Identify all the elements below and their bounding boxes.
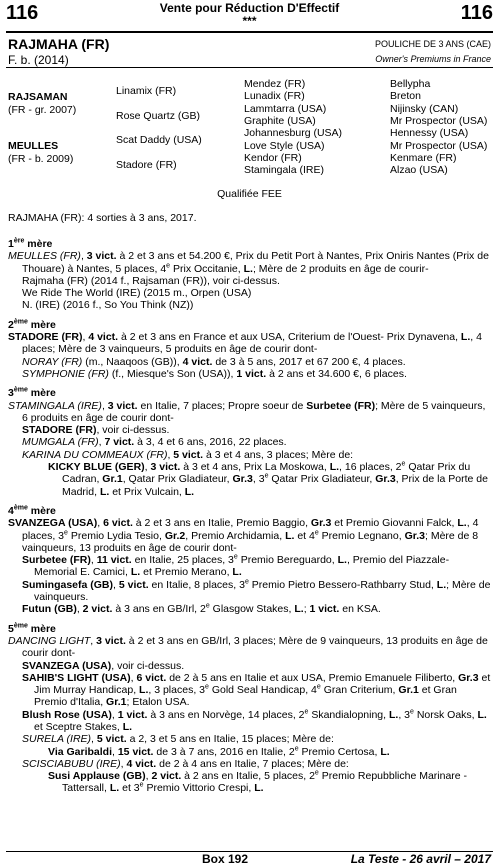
gen4-item: Breton (390, 90, 421, 102)
gen3-item: Johannesburg (USA) (244, 127, 343, 139)
qualification: Qualifiée FEE (217, 188, 282, 200)
paragraph: SURELA (IRE), 5 vict. a 2, 3 et 5 ans en Italie, 15 places; Mère de: (22, 733, 334, 746)
section-heading: 5ème mère (8, 622, 56, 635)
gen4-item: Mr Prospector (USA) (390, 140, 488, 152)
owner-premiums: Owner's Premiums in France (375, 54, 491, 64)
paragraph: MUMGALA (FR), 7 vict. à 3, 4 et 6 ans, 2016, 22 places. (22, 436, 287, 449)
gen3-item: Kendor (FR) (244, 152, 302, 164)
gen3-item: Stamingala (IRE) (244, 164, 324, 176)
paragraph: NORAY (FR) (m., Naaqoos (GB)), 4 vict. de 3 à 5 ans, 2017 et 67 200 €, 4 places. (22, 355, 406, 368)
race-summary: RAJMAHA (FR): 4 sorties à 3 ans, 2017. (8, 212, 197, 224)
horse-type: POULICHE DE 3 ANS (CAE) (374, 39, 491, 49)
gen3-item: Graphite (USA) (244, 115, 316, 127)
family-text (8, 238, 492, 795)
section-heading: 3ème mère (8, 386, 56, 400)
lot-number-right: 116 (460, 2, 493, 24)
gen4-item: Nijinsky (CAN) (390, 103, 459, 115)
paragraph: MEULLES (FR), 3 vict. à 2 et 3 ans et 54.200 €, Prix du Petit Port à Nantes, Prix Oniris Nantes (Prix de Thouare) à Nantes, 5 places, 4e Prix Occitanie, L.; Mère de 2 produits en âge de courir- (8, 250, 489, 275)
paragraph: Futun (GB), 2 vict. à 3 ans en GB/Irl, 2e Glasgow Stakes, L.; 1 vict. en KSA. (22, 602, 381, 616)
paragraph: Sumingasefa (GB), 5 vict. en Italie, 8 places, 3e Premio Pietro Bessero-Rathbarry Stud, L.; Mère de vainqueurs. (22, 578, 491, 604)
gen2-item: Scat Daddy (USA) (116, 134, 202, 146)
paragraph: Blush Rose (USA), 1 vict. à 3 ans en Norvège, 14 places, 2e Skandialopning, L., 3e Norsk Oaks, L. et Sceptre Stakes, L. (22, 708, 487, 733)
paragraph: DANCING LIGHT, 3 vict. à 2 et 3 ans en GB/Irl, 3 places; Mère de 9 vainqueurs, 13 produits en âge de courir dont- (8, 634, 488, 660)
paragraph: Via Garibaldi, 15 vict. de 3 à 7 ans, 2016 en Italie, 2e Premio Certosa, L. (48, 745, 390, 758)
lot-number-left: 116 (6, 2, 39, 24)
sale-title: Vente pour Réduction D'Effectif *** (159, 1, 340, 28)
paragraph: SAHIB'S LIGHT (USA), 6 vict. de 2 à 5 ans en Italie et aux USA, Premio Emanuele Filiberto, Gr.3 et Jim Murray Handicap, L., 3 places, 3e Gold Seal Handicap, 4e Gran Criterium, Gr.1 et Gran Premio d'Italia, Gr.1; Etalon USA. (22, 671, 491, 709)
gen2-item: Rose Quartz (GB) (116, 110, 201, 122)
paragraph: STADORE (FR), 4 vict. à 2 et 3 ans en France et aux USA, Criterium de l'Ouest- Prix Dynavena, L., 4 places; Mère de 3 vainqueurs, 5 produits en âge de courir dont- (8, 331, 482, 356)
box-number: Box 192 (202, 852, 249, 866)
horse-name: RAJMAHA (FR) (8, 36, 110, 52)
gen3-item: Lunadix (FR) (244, 90, 305, 102)
gen3-item: Mendez (FR) (244, 78, 306, 90)
horse-birth: F. b. (2014) (8, 53, 69, 67)
sale-location-date: La Teste - 26 avril – 2017 (350, 852, 491, 866)
section-heading: 1ère mère (8, 237, 53, 250)
paragraph: Rajmaha (FR) (2014 f., Rajsaman (FR)), voir ci-dessus. (22, 274, 280, 287)
gen4-item: Kenmare (FR) (390, 152, 457, 164)
gen4-item: Mr Prospector (USA) (390, 115, 488, 127)
paragraph: SVANZEGA (USA), voir ci-dessus. (22, 659, 185, 672)
paragraph: STADORE (FR), voir ci-dessus. (22, 424, 170, 437)
paragraph: Surbetee (FR), 11 vict. en Italie, 25 places, 3e Premio Bereguardo, L., Premio del Piazzale-Memorial E. Camici, L. et Premio Merano, L. (22, 553, 450, 579)
paragraph: Susi Applause (GB), 2 vict. à 2 ans en Italie, 5 places, 2e Premio Repubbliche Marinare -Tattersall, L. et 3e Premio Vittorio Crespi, L. (48, 769, 468, 795)
paragraph: SCISCIABUBU (IRE), 4 vict. de 2 à 4 ans en Italie, 7 places; Mère de: (22, 757, 349, 770)
identity-divider (6, 67, 493, 68)
paragraph: SVANZEGA (USA), 6 vict. à 2 et 3 ans en Italie, Premio Baggio, Gr.3 et Premio Giovanni Falck, L., 4 places, 3e Premio Lydia Tesio, Gr.2, Premio Archidamia, L. et 4e Premio Legnano, Gr.3; Mère de 8 vainqueurs, 13 produits en âge de courir dont- (8, 517, 479, 554)
dam-info: (FR - b. 2009) (8, 153, 74, 165)
sire-name: RAJSAMAN (8, 91, 68, 103)
paragraph: N. (IRE) (2016 f., So You Think (NZ)) (22, 299, 194, 312)
paragraph: KARINA DU COMMEAUX (FR), 5 vict. à 3 et 4 ans, 3 places; Mère de: (22, 448, 354, 461)
gen3-item: Love Style (USA) (244, 140, 325, 152)
paragraph: We Ride The World (IRE) (2015 m., Orpen (USA) (22, 287, 252, 300)
paragraph: SYMPHONIE (FR) (f., Miesque's Son (USA)), 1 vict. à 2 ans et 34.600 €, 6 places. (22, 367, 407, 380)
gen4-item: Hennessy (USA) (390, 127, 469, 139)
gen2-item: Linamix (FR) (116, 85, 177, 97)
gen2-item: Stadore (FR) (116, 159, 177, 171)
gen4-item: Alzao (USA) (390, 164, 448, 176)
section-heading: 2ème mère (8, 318, 56, 331)
dam-name: MEULLES (8, 140, 59, 152)
paragraph: STAMINGALA (IRE), 3 vict. en Italie, 7 places; Propre soeur de Surbetee (FR); Mère de 5 vainqueurs, 6 produits en âge de courir dont- (8, 399, 486, 424)
paragraph: KICKY BLUE (GER), 3 vict. à 3 et 4 ans, Prix La Moskowa, L., 16 places, 2e Qatar Prix du Cadran, Gr.1, Qatar Prix Gladiateur, Gr.3, 3e Qatar Prix Gladiateur, Gr.3, Prix de la Porte de Madrid, L. et Prix Vulcain, L. (48, 460, 488, 498)
sire-info: (FR - gr. 2007) (8, 104, 77, 116)
header-divider (6, 31, 493, 33)
section-heading: 4ème mère (8, 504, 56, 517)
gen3-item: Lammtarra (USA) (244, 103, 327, 115)
gen4-item: Bellypha (390, 78, 431, 90)
